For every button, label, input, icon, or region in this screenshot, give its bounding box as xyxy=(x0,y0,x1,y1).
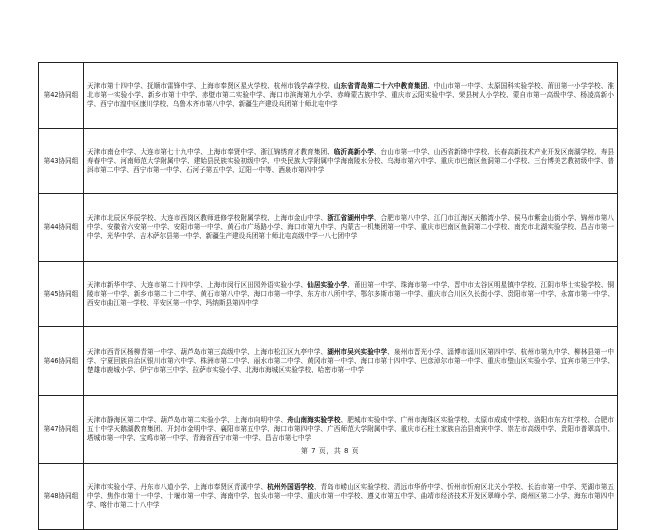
schools-cell xyxy=(84,327,618,396)
schools-cell xyxy=(84,464,618,530)
schools-text: 天津市静海区第二中学、葫芦岛市第二实验小学、上海市向明中学、 xyxy=(87,416,288,424)
highlighted-school: 仙居实验小学 xyxy=(307,280,348,289)
schools-cell xyxy=(84,129,618,194)
group-label-cell: 第42协同组 xyxy=(39,63,84,129)
group-label-cell: 第47协同组 xyxy=(39,396,84,464)
schools-text: 、合肥市第八中学、江门市江海区天鹅湾小学、侯马市紫金山街小学、锦州市第八中学、安徽省六安第一中学、安阳市第一中学、黄石市广场路小学、海口市第九中学、内蒙古一机集团第一中学、重庆市巴南区鱼洞第二小学校、南充市北湖实验学校、昌吉市第一中学、光华中学、吉木萨尔县第一中学、新疆生产建设兵团第十师北屯高级中学一八七团中学 xyxy=(87,214,614,240)
schools-text: 天津市西青区杨柳青第一中学、葫芦岛市第三高级中学、上海市松江区九亭中学、 xyxy=(87,347,328,356)
page-number-footer: 第 7 页，共 8 页 xyxy=(300,447,360,455)
group-label-cell: 第46协同组 xyxy=(39,327,84,396)
table-row xyxy=(39,194,618,262)
table-row xyxy=(39,262,618,327)
group-label-cell: 第48协同组 xyxy=(39,464,84,530)
highlighted-school: 舟山南海实验学校 xyxy=(287,416,341,424)
schools-text: 、泉州市晋光小学、淄博市淄川区第四中学、杭州市第九中学、柳林县第一中学、宁夏回族自治区银川市第六中学、株洲市第二中学、丽水市第二中学、黄冈市第一中学、海口市第十四中学、巴彦淖尔市第一中学、重庆市璧山区实验小学、宜宾市第三中学、楚雄市鹿城小学、伊宁市第三中学、拉萨市实验小学、北海市海城区实验学校、哈密市第一中学 xyxy=(87,347,614,374)
table-row xyxy=(39,129,618,194)
schools-cell xyxy=(84,194,618,262)
schools-text: 、青岛市崂山区实验学校、清远市华侨中学、忻州市忻府区北关小学校、长治市第一中学、芜湖市第五中学、焦作市第十一中学、十堰市第一中学、海南中学、包头市第一中学、重庆市第一中学校、遵义市第五中学、曲靖市经济技术开发区翠峰小学、商州区第二小学、海东市第四中学、喀什市第二十八中学 xyxy=(87,483,614,509)
schools-text: 、莆田第一中学、珠海市第一中学、晋中市太谷区明星镇中学校、江阴市华士实验学校、铜陵市第一中学、新乡市第二十二中学、黄石市第八中学、海口市第一中学、东方市八所中学、鄂尔多斯市第一中学、重庆市合川区久长街小学、贵阳市第一中学、永富市第一中学、西安市曲江第一学校、平安区第一中学、玛纳斯县第四中学 xyxy=(87,280,614,307)
group-label-cell: 第45协同组 xyxy=(39,262,84,327)
highlighted-school: 湖州市吴兴实验中学 xyxy=(327,347,388,356)
table-body xyxy=(39,63,618,530)
table-row xyxy=(39,327,618,396)
highlighted-school: 临沂高新小学 xyxy=(333,147,374,156)
school-group-table xyxy=(38,62,618,530)
schools-text: 、肥城市实验中学、广州市海珠区实验学校、太原市成成中学校、洛阳市东方红学校、合肥市五十中学天鹅湖教育集团、开封市金明中学、襄阳市第五中学、海口市第四中学、广西师范大学附属中学、重庆市石柱土家族自治县南宾中学、崇左市高级中学、贵阳市普翠高中、塔城市第一中学、宝鸡市第一中学、青海省西宁市第一中学、昌吉市第七中学 xyxy=(87,416,614,442)
group-label-cell: 第43协同组 xyxy=(39,129,84,194)
table-row xyxy=(39,63,618,129)
schools-text: 天津市北辰区华辰学校、大连市西岗区教师进修学校附属学校、上海市金山中学、 xyxy=(87,214,328,222)
highlighted-school: 浙江省湖州中学 xyxy=(327,214,374,222)
schools-cell xyxy=(84,262,618,327)
group-label-cell: 第44协同组 xyxy=(39,194,84,262)
schools-text: 、台山市第一中学、山西省新绛中学校、长春高新技术产业开发区南湖学校、寿县寿春中学、河南师范大学附属中学、建始县民族实验初级中学、中央民族大学附属中学海南陵水分校、乌海市第六中学、重庆市巴南区鱼洞第二小学校、三台博美艺教初级中学、普洱市第二中学、西宁市第一中学、石河子第五中学、辽阳一中等、酒泉市第四中学 xyxy=(87,147,614,174)
schools-cell xyxy=(84,63,618,129)
schools-text: 天津市南仓中学、大连市第七十九中学、上海市奉贤中学、浙江锦绣育才教育集团、 xyxy=(87,147,334,156)
schools-text: 、中山市第一中学、太原国科实验学校、莆田第一小学学校、淮北市第一实验小学、新乡市第十中学、赤壁市第二实验中学、海口市滨海第九小学、赤峰蒙古族中学、重庆市云阳实验中学、荣县树人小学校、蒙自市第一高级中学、杨凌高新小学、西宁市湟中区康川学校、乌鲁木齐市第八中学、新疆生产建设兵团第十师北屯中学 xyxy=(87,82,614,108)
schools-text: 天津市第十四中学、抚顺市雷锋中学、上海市奉贤区星火学校、杭州市钱学森学校、 xyxy=(87,82,334,90)
highlighted-school: 山东省青岛第二十六中教育集团 xyxy=(333,82,428,90)
highlighted-school: 杭州外国语学校 xyxy=(267,483,314,491)
schools-text: 天津市新华中学、大连市第二十四中学、上海市闵行区田园外语实验小学、 xyxy=(87,280,308,289)
schools-text: 天津市实验小学、丹东市八道小学、上海市奉贤区青溪中学、 xyxy=(87,483,268,491)
table-row xyxy=(39,464,618,530)
